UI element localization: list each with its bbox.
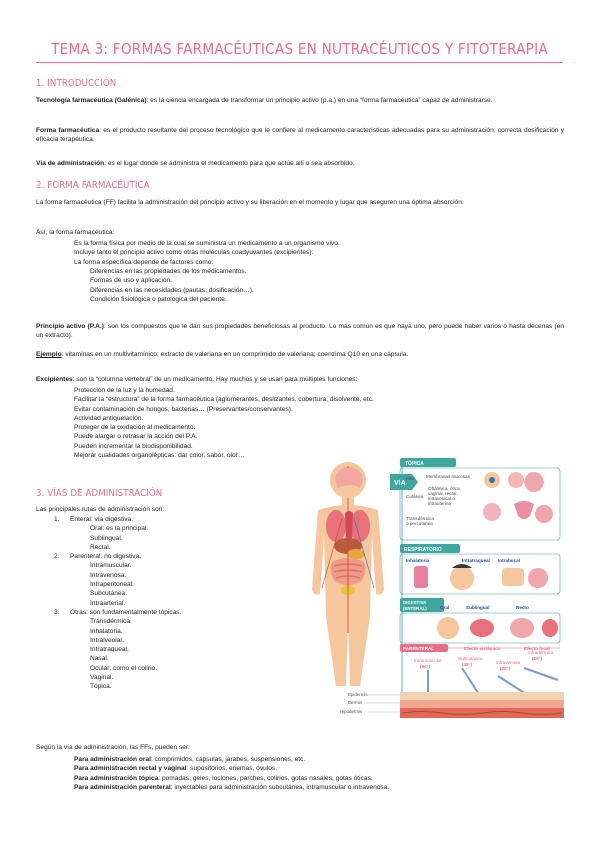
uterus-icon bbox=[524, 472, 544, 492]
list-item: • Para administración oral: comprimidos, cápsulas, jarabes, suspensiones, etc. bbox=[0, 755, 389, 764]
route-otras bbox=[0, 608, 181, 617]
rectal-icon bbox=[535, 505, 553, 523]
list-item: • Protección de la luz y la humedad. bbox=[0, 386, 374, 395]
list-item: • Inhalatoria. bbox=[0, 627, 181, 636]
title-divider bbox=[36, 62, 563, 63]
routes-list bbox=[0, 515, 181, 692]
page-title: TEMA 3: FORMAS FARMACÉUTICAS EN NUTRACÉUTICOS Y FITOTERAPIA bbox=[51, 40, 548, 58]
list-item: • Para administración tópica: pomadas, geles, lociones, parches, colirios, gotas nasales, gotas óticas. bbox=[0, 774, 389, 783]
paragraph-principio-activo bbox=[36, 322, 564, 341]
list-item: • Mejorar cualidades organolépticas: dar color, sabor, olor… bbox=[0, 451, 374, 460]
list-item: - Diferencias en las propiedades de los medicamentos. bbox=[0, 267, 254, 276]
route-label: Enteral: vía digestiva. bbox=[70, 516, 134, 523]
paragraph-via-administracion bbox=[36, 159, 564, 168]
section-heading-vias: 3. VÍAS DE ADMINISTRACIÓN bbox=[36, 488, 163, 499]
list-item: - Diferencias en las necesidades (pautas, dosificación…). bbox=[0, 286, 254, 295]
list-item: • Pueden incrementar la biodisponibilidad. bbox=[0, 442, 374, 451]
intravenosa-label: Intravenosa bbox=[496, 660, 521, 665]
paragraph-tecnologia bbox=[36, 96, 564, 105]
section-heading-introduccion: 1. INTRODUCCIÓN bbox=[36, 78, 117, 89]
list-item: • Intramuscular. bbox=[0, 561, 181, 570]
topica-panel bbox=[400, 458, 560, 540]
term: Ejemplo bbox=[36, 351, 62, 358]
route-number: 3. bbox=[54, 608, 60, 616]
human-body-illustration bbox=[312, 462, 384, 686]
ff-by-route-list bbox=[0, 755, 389, 792]
term: Forma farmacéutica bbox=[36, 127, 100, 134]
transdermica-line: o percutánea bbox=[406, 521, 433, 526]
ff-bullet-list bbox=[0, 239, 340, 267]
dermis-label: Dermis bbox=[348, 700, 362, 705]
list-item: • Nasal. bbox=[0, 654, 181, 663]
mucosas-line: vaginal, rectal, bbox=[428, 491, 458, 496]
route-enteral bbox=[0, 515, 181, 524]
rectal-icon bbox=[510, 618, 534, 638]
transdermica-line: Transdérmica bbox=[406, 516, 434, 521]
efecto-local-label: Efecto local bbox=[524, 646, 550, 651]
intramuscular-label: Intramuscular bbox=[414, 658, 442, 663]
text: : son los compuestos que le dan sus propiedades beneficiosas al producto. Lo más común es que haya uno, pero puede haber varios o hasta decenas (en un extracto). bbox=[36, 323, 564, 340]
oral-label: Oral bbox=[440, 605, 450, 610]
text: : es el lugar donde se administra el medicamento para que actúe allí o sea absorbido. bbox=[104, 160, 355, 167]
list-item: • Intravenosa. bbox=[0, 571, 181, 580]
list-item: - Formas de uso y aplicación. bbox=[0, 276, 254, 285]
list-item: • Intraarterial. bbox=[0, 599, 181, 608]
list-item: • Intratraqueal. bbox=[0, 645, 181, 654]
subcutanea-angle: (45°) bbox=[462, 662, 473, 667]
tooth-icon bbox=[528, 568, 548, 588]
syringe-icon bbox=[498, 676, 526, 694]
list-item: • Proteger de la oxidación al medicamento. bbox=[0, 423, 374, 432]
intratraqueal-label: Intratraqueal bbox=[462, 558, 490, 563]
intradermica-label: Intradérmica bbox=[528, 650, 554, 655]
paragraph-rutas: Las principales rutas de administración son: bbox=[36, 506, 165, 513]
list-item: • Actividad antiquelación. bbox=[0, 414, 374, 423]
list-item: • Facilitar la “estructura” de la forma farmacéutica (aglomerantes, deslizantes, cobertura, disolvente, etc. bbox=[0, 395, 374, 404]
intestine-icon bbox=[542, 619, 558, 637]
route-parenteral bbox=[0, 552, 181, 561]
recto-label: Recto bbox=[516, 605, 529, 610]
membranas-label: Membranas mucosas bbox=[426, 474, 470, 479]
ear-icon bbox=[508, 472, 524, 488]
head-icon bbox=[450, 566, 474, 590]
dermis-layer bbox=[400, 700, 564, 708]
epidermis-layer bbox=[400, 692, 564, 700]
parenteral-label: PARENTERAL bbox=[403, 646, 435, 651]
route-label: Parenteral: no digestiva. bbox=[70, 553, 142, 561]
list-item: • Incluye tanto el principio activo como otras moléculas coadyuvantes (excipientes). bbox=[0, 248, 340, 257]
sublingual-icon bbox=[470, 619, 494, 637]
term: Tecnología farmacéutica (Galénica) bbox=[36, 97, 147, 104]
syringe-icon bbox=[524, 668, 558, 680]
list-item: • Es la forma física por medio de la cual se suministra un medicamento a un organismo vivo. bbox=[0, 239, 340, 248]
excipient-function-list bbox=[0, 386, 374, 460]
paragraph-segun-via: Según la vía de administración, las FFs, pueden ser: bbox=[36, 744, 190, 751]
efecto-sistemico-label: Efecto sistémico bbox=[464, 646, 501, 651]
list-item: - Condición fisiológica o patológica del paciente. bbox=[0, 295, 254, 304]
list-item: • Para administración rectal y vaginal: supositorios, enemas, óvulos. bbox=[0, 764, 389, 773]
list-item: • Oral: es la principal. bbox=[0, 524, 181, 533]
vaginal-icon bbox=[514, 501, 534, 519]
administration-routes-figure bbox=[302, 458, 564, 720]
oral-icon bbox=[437, 617, 459, 639]
list-item: • Para administración parenteral: inyectables para administración subcutánea, intramuscular o intravenosa. bbox=[0, 783, 389, 792]
intrabucal-label: Intrabucal bbox=[498, 558, 520, 563]
topica-label: TÓPICA bbox=[405, 461, 424, 467]
digestiva-panel bbox=[400, 598, 560, 643]
sublingual-label: Sublingual bbox=[466, 605, 490, 610]
term: Excipientes bbox=[36, 376, 73, 383]
list-item: • Rectal. bbox=[0, 543, 181, 552]
section-heading-forma-farmaceutica: 2. FORMA FARMACÉUTICA bbox=[36, 180, 150, 191]
mucosas-line: intravesical o bbox=[428, 496, 455, 501]
mucosas-line: Oftálmica, ótica, bbox=[428, 486, 461, 491]
text: : es la ciencia encargada de transformar un principio activo (p.a.) en una “forma farmacéutica” capaz de administrarse. bbox=[146, 97, 493, 104]
paragraph-asi: Así, la forma farmacéutica: bbox=[36, 229, 115, 236]
paragraph-ff-intro: La forma farmacéutica (FF) facilita la administración del principio activo y su liberación en el momento y lugar que aseguren una óptima absorción. bbox=[36, 199, 464, 206]
paragraph-ejemplo bbox=[36, 350, 564, 359]
list-item: • Intralveolar. bbox=[0, 636, 181, 645]
ff-factor-list bbox=[0, 267, 254, 304]
list-item: • Ocular: como el colirio. bbox=[0, 664, 181, 673]
intramuscular-angle: (90°) bbox=[420, 664, 431, 669]
route-number: 2. bbox=[54, 553, 60, 561]
mouth-icon bbox=[502, 568, 524, 586]
list-item: • La forma específica depende de factores como: bbox=[0, 258, 340, 267]
term: Vía de administración bbox=[36, 160, 105, 167]
epidermis-label: Epidermis bbox=[348, 692, 368, 697]
list-item: • Vaginal. bbox=[0, 673, 181, 682]
digestiva-label-line: DIGESTIVA bbox=[403, 600, 427, 605]
list-item: • Transdérmica. bbox=[0, 617, 181, 626]
text: : es el producto resultante del proceso tecnológico que le confiere al medicamento características adecuadas para su administración, correcta dosificación y eficacia terapéutica. bbox=[36, 127, 565, 144]
inhaler-icon bbox=[414, 566, 428, 588]
digestiva-label-line: (ENTERAL) bbox=[403, 606, 427, 611]
list-item: • Puede alargar o retrasar la acción del P.A. bbox=[0, 432, 374, 441]
paragraph-excipientes bbox=[36, 375, 564, 384]
mucosas-line: intrauterina bbox=[428, 501, 451, 506]
route-number: 1. bbox=[54, 516, 60, 523]
intradermica-angle: (10°) bbox=[532, 656, 543, 661]
bladder-icon bbox=[483, 503, 501, 521]
list-item: • Tópica. bbox=[0, 682, 181, 691]
intravenosa-angle: (25°) bbox=[500, 666, 511, 671]
list-item: • Intraperitoneal. bbox=[0, 580, 181, 589]
piel-label: Piel bbox=[406, 476, 414, 481]
term: Principio activo (P.A.) bbox=[36, 323, 104, 330]
route-label: Otras: son fundamentalmente tópicas. bbox=[70, 608, 182, 616]
respiratorio-panel bbox=[400, 544, 560, 594]
syringe-icon bbox=[462, 668, 480, 696]
inhalatoria-label: Inhalatoria bbox=[406, 558, 430, 563]
subcutanea-label: Subcutánea bbox=[458, 656, 483, 661]
cutanea-label: Cutánea bbox=[406, 494, 424, 499]
respiratorio-label: RESPIRATORIO bbox=[404, 547, 442, 553]
parenteral-panel bbox=[340, 644, 564, 718]
list-item: • Evitar contaminación de hongos, bacterias… (Preservantes/conservantes). bbox=[0, 405, 374, 414]
list-item: • Subcutánea. bbox=[0, 589, 181, 598]
via-text: VÍA bbox=[394, 480, 406, 487]
list-item: • Sublingual. bbox=[0, 534, 181, 543]
text: : son la “columna vertebral” de un medicamento. Hay muchos y se usan para múltiples funciones: bbox=[72, 376, 358, 383]
paragraph-forma-farmaceutica bbox=[36, 126, 564, 145]
hipodermis-label: Hipodermis bbox=[340, 709, 363, 714]
text: : vitaminas en un multivitamínico; extracto de valeriana en un comprimido de valeriana; coenzima Q10 en una cápsula. bbox=[61, 351, 409, 358]
